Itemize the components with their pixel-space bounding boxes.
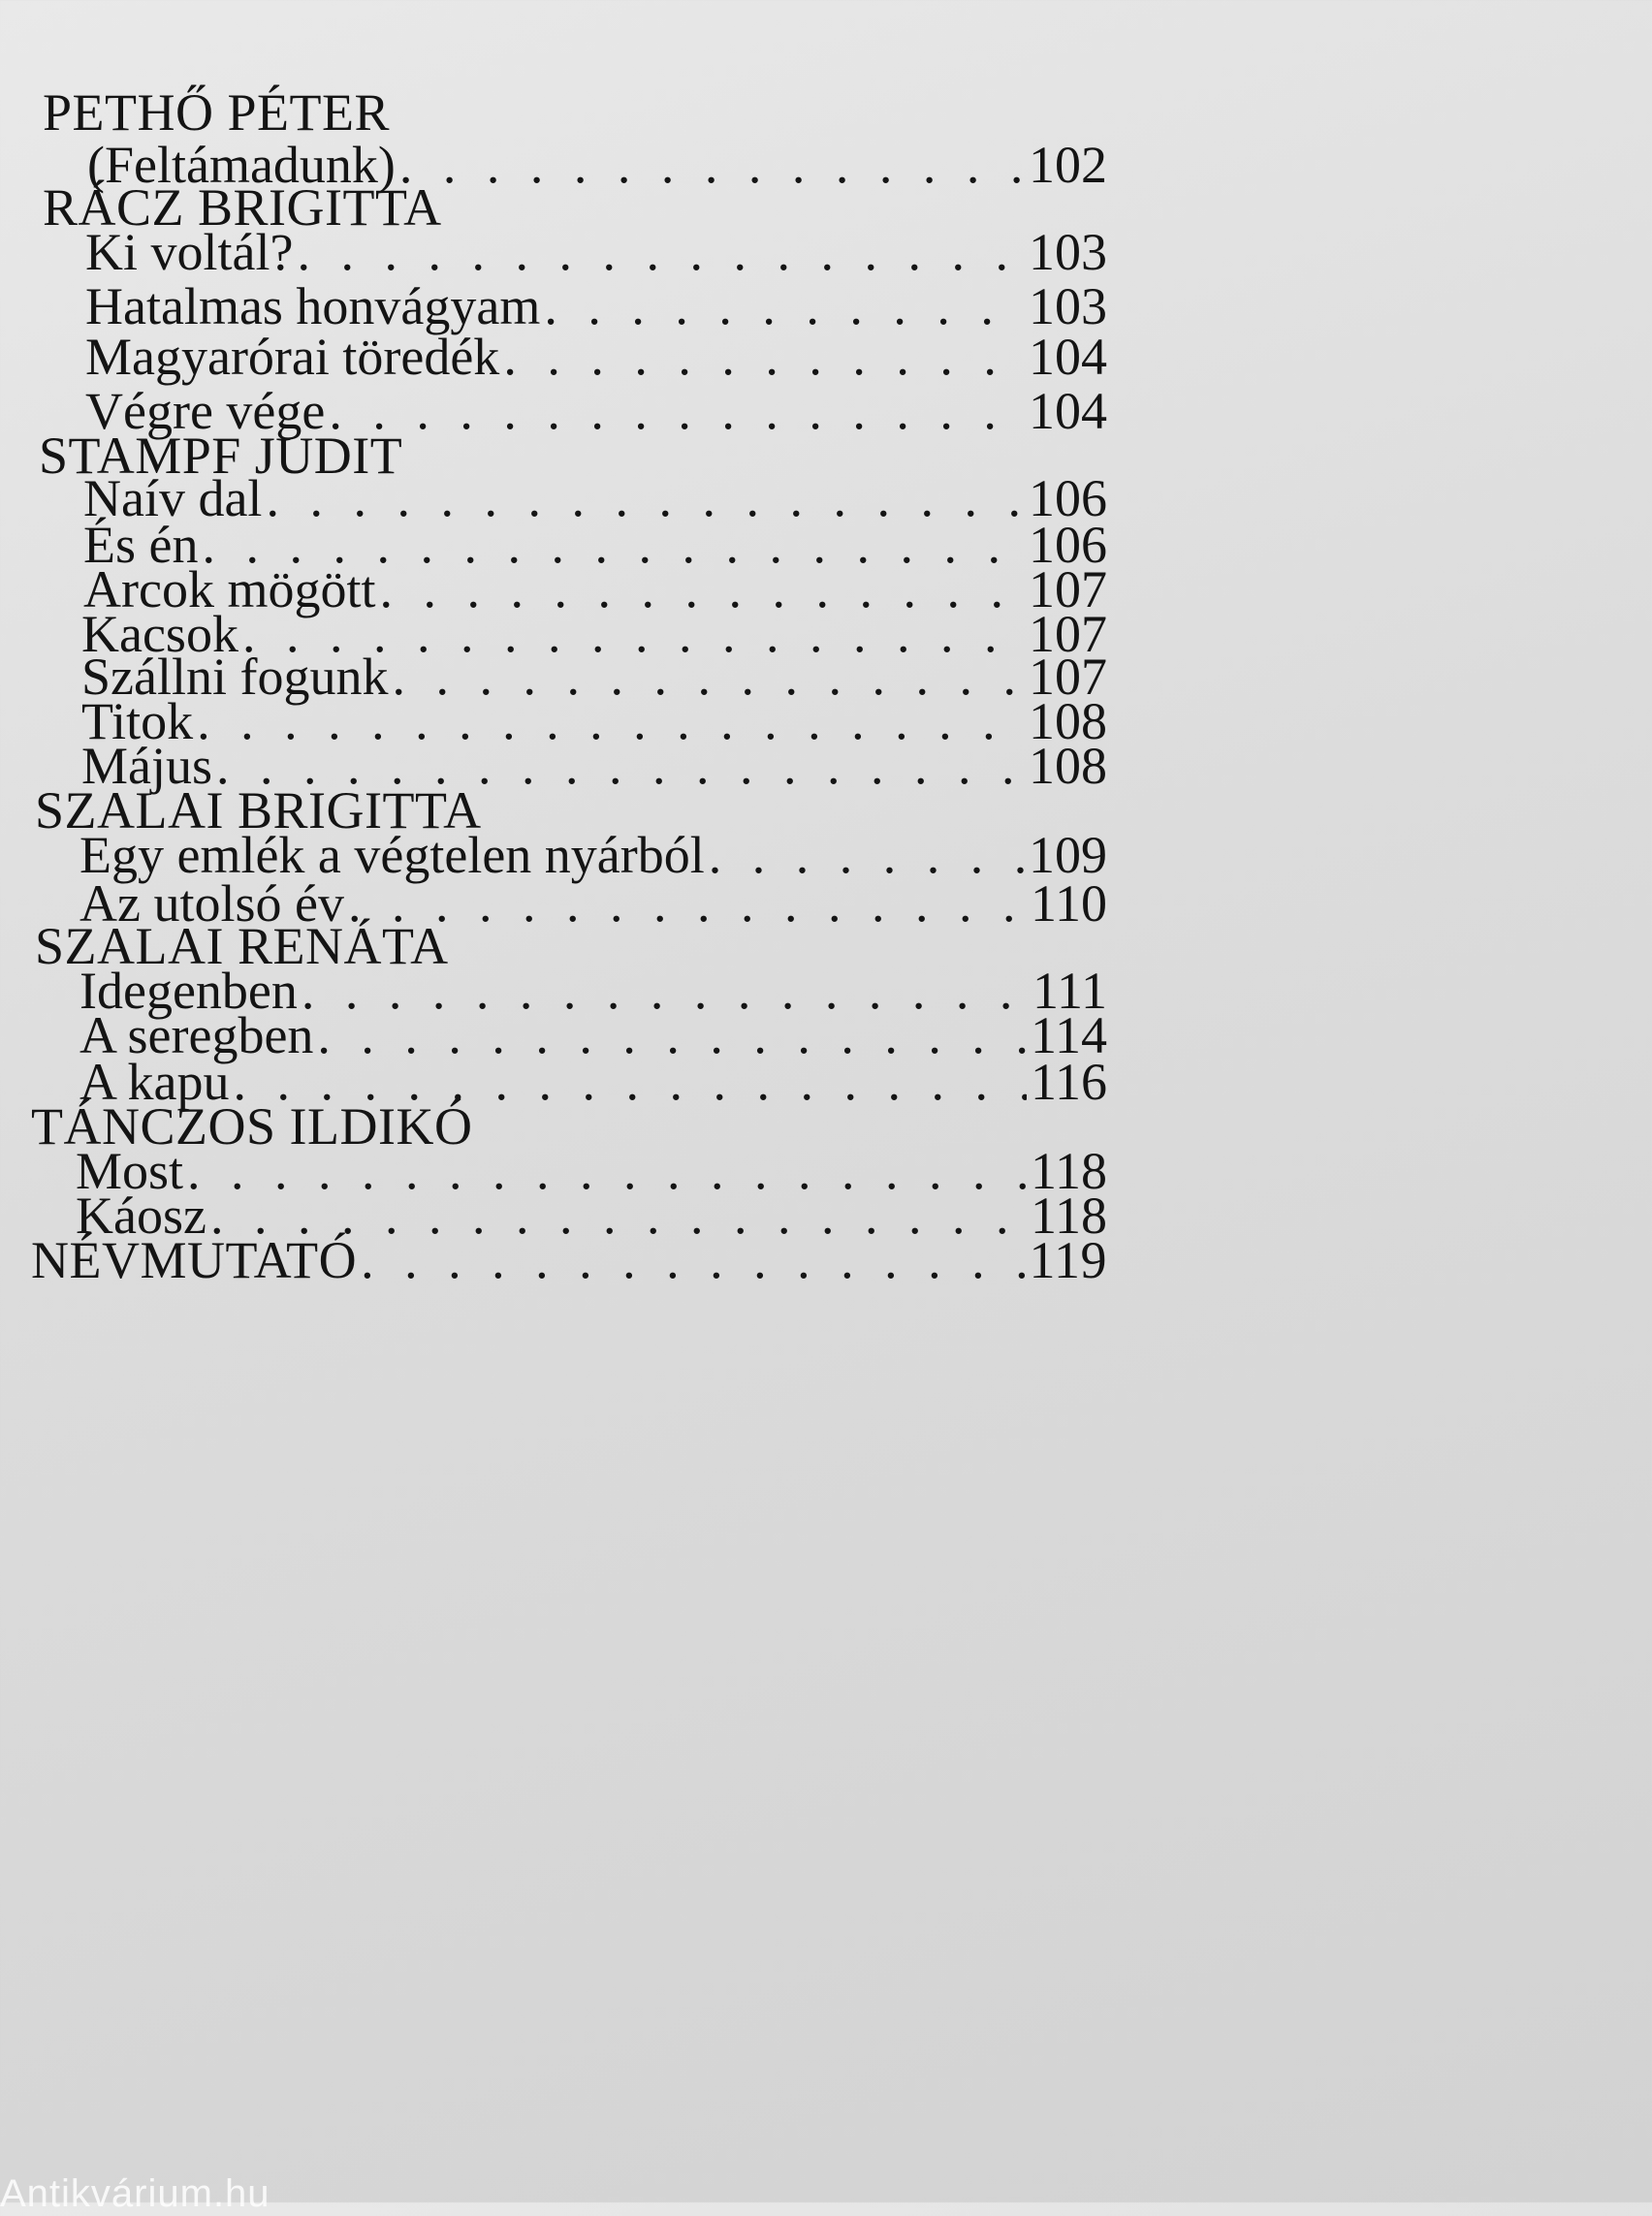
toc-page-number: 106 bbox=[1029, 516, 1107, 574]
toc-page-number: 114 bbox=[1031, 1006, 1107, 1064]
toc-page-number: 103 bbox=[1029, 223, 1107, 281]
toc-page-number: 108 bbox=[1029, 737, 1107, 795]
toc-author-name: RÁCZ BRIGITTA bbox=[43, 178, 442, 237]
toc-page-number: 103 bbox=[1029, 277, 1107, 335]
toc-title-entry bbox=[85, 326, 1107, 388]
toc-page-number: 110 bbox=[1031, 874, 1107, 933]
toc-title: Kacsok bbox=[81, 605, 238, 663]
toc-page-number: 116 bbox=[1031, 1053, 1107, 1111]
toc-author-name: NÉVMUTATÓ bbox=[31, 1231, 358, 1289]
toc-author-name: SZALAI BRIGITTA bbox=[35, 781, 482, 839]
toc-title: A seregben bbox=[79, 1006, 314, 1064]
toc-page-number: 104 bbox=[1029, 382, 1107, 440]
toc-page-number: 107 bbox=[1029, 560, 1107, 618]
toc-author-name: STAMPF JUDIT bbox=[39, 427, 403, 485]
toc-index-entry bbox=[31, 1229, 1107, 1291]
toc-title: Káosz bbox=[76, 1187, 206, 1245]
toc-title: Ki voltál? bbox=[85, 223, 294, 281]
toc-page-number: 107 bbox=[1029, 605, 1107, 663]
dot-leader bbox=[361, 1229, 1025, 1291]
toc-page-number: 102 bbox=[1029, 136, 1107, 194]
toc-page-number: 109 bbox=[1029, 826, 1107, 884]
toc-author-name: PETHŐ PÉTER bbox=[43, 83, 391, 142]
toc-title-entry bbox=[85, 221, 1107, 283]
toc-title: Május bbox=[81, 737, 212, 795]
toc-title: Naív dal bbox=[83, 469, 263, 527]
toc-title: Az utolsó év bbox=[79, 874, 344, 933]
toc-page-number: 106 bbox=[1029, 469, 1107, 527]
toc-title: Most bbox=[76, 1142, 184, 1200]
toc-title: Hatalmas honvágyam bbox=[85, 277, 541, 335]
toc-page-number: 104 bbox=[1029, 328, 1107, 386]
toc-title: Szállni fogunk bbox=[81, 648, 389, 706]
toc-author-name: TÁNCZOS ILDIKÓ bbox=[31, 1097, 473, 1155]
watermark-text: Antikvárium.hu bbox=[0, 2172, 270, 2215]
toc-author-name: SZALAI RENÁTA bbox=[35, 917, 449, 975]
dot-leader bbox=[297, 221, 1025, 283]
toc-page-number: 119 bbox=[1029, 1231, 1107, 1289]
toc-title: És én bbox=[83, 516, 199, 574]
toc-page-number: 107 bbox=[1029, 648, 1107, 706]
toc-title: Egy emlék a végtelen nyárból bbox=[79, 826, 705, 884]
toc-title: Titok bbox=[81, 692, 194, 750]
toc-title: Magyarórai töredék bbox=[85, 328, 500, 386]
toc-page-number: 118 bbox=[1031, 1187, 1107, 1245]
dot-leader bbox=[503, 326, 1025, 388]
toc-page-number: 108 bbox=[1029, 692, 1107, 750]
toc-title: Idegenben bbox=[79, 962, 298, 1020]
toc-title: (Feltámadunk) bbox=[87, 136, 396, 194]
toc-page-number: 111 bbox=[1032, 962, 1107, 1020]
toc-title: Végre vége bbox=[85, 382, 326, 440]
toc-page-number: 118 bbox=[1031, 1142, 1107, 1200]
toc-title: Arcok mögött bbox=[83, 560, 376, 618]
toc-title: A kapu bbox=[79, 1053, 230, 1111]
